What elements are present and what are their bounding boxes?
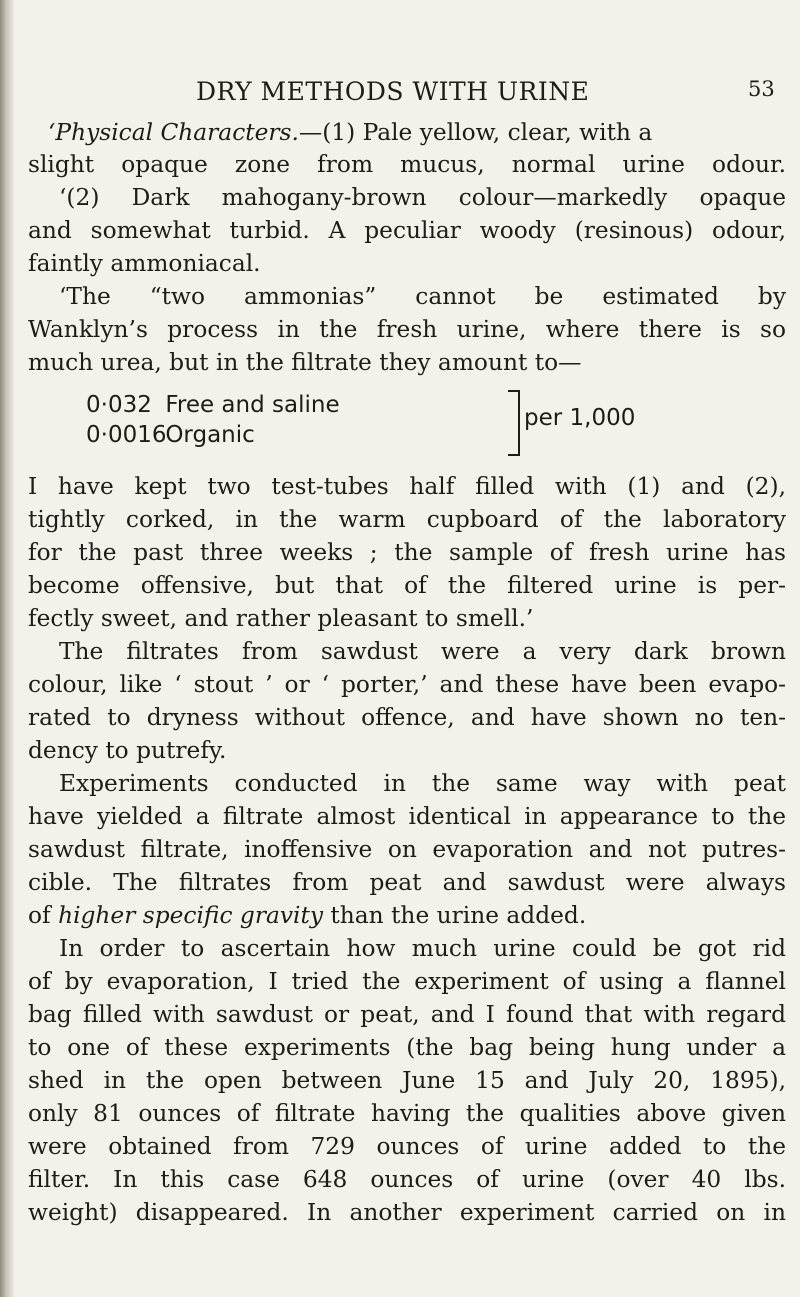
text-line: have yielded a filtrate almost identical in appearance to the [28, 803, 786, 830]
italic-heading: ‘Physical Characters. [48, 119, 299, 146]
text-line: for the past three weeks ; the sample of fresh urine has [28, 539, 786, 566]
text-line: faintly ammoniacal. [28, 250, 261, 277]
text-line: Experiments conducted in the same way with peat [59, 770, 786, 797]
text-span: than the urine added. [330, 902, 587, 929]
text-line: cible. The filtrates from peat and sawdust were always [28, 869, 786, 896]
text-line: dency to putrefy. [28, 737, 227, 764]
text-line: I have kept two test-tubes half filled with (1) and (2), [28, 473, 786, 500]
text-line: In order to ascertain how much urine could be got rid [59, 935, 786, 962]
text-line: tightly corked, in the warm cupboard of the laboratory [28, 506, 786, 533]
text-line: shed in the open between June 15 and July 20, 1895), [28, 1067, 786, 1094]
text-line: only 81 ounces of filtrate having the qualities above given [28, 1100, 786, 1127]
text-line: to one of these experiments (the bag being hung under a [28, 1034, 786, 1061]
text-line: weight) disappeared. In another experiment carried on in [28, 1199, 786, 1226]
text-span: —(1) Pale yellow, clear, with a [298, 119, 653, 146]
running-title: DRY METHODS WITH URINE [196, 77, 590, 106]
page-number: 53 [748, 77, 775, 101]
right-brace [508, 390, 520, 456]
text-line: become offensive, but that of the filtered urine is per- [28, 572, 786, 599]
ammonia-value: 0·032 [86, 392, 152, 418]
text-line [28, 899, 786, 933]
ammonia-label: Free and saline [165, 392, 340, 418]
ammonia-row-organic [86, 420, 255, 450]
text-line: The filtrates from sawdust were a very dark brown [59, 638, 786, 665]
text-line: ‘The “two ammonias” cannot be estimated by [59, 283, 786, 310]
text-line: Wanklyn’s process in the fresh urine, where there is so [28, 316, 786, 343]
ammonia-unit: per 1,000 [524, 405, 636, 431]
text-line: much urea, but in the filtrate they amount to— [28, 349, 582, 376]
text-line: bag filled with sawdust or peat, and I found that with regard [28, 1001, 786, 1028]
text-span: of [28, 902, 51, 929]
text-line: of by evaporation, I tried the experiment of using a flannel [28, 968, 786, 995]
italic-emphasis: higher specific gravity [58, 902, 323, 929]
text-line: ‘(2) Dark mahogany-brown colour—markedly opaque [59, 184, 786, 211]
ammonia-label: Organic [165, 422, 255, 448]
text-line: filter. In this case 648 ounces of urine (over 40 lbs. [28, 1166, 786, 1193]
text-line: rated to dryness without offence, and have shown no ten- [28, 704, 786, 731]
text-line: colour, like ‘ stout ’ or ‘ porter,’ and these have been evapo- [28, 671, 786, 698]
text-line: and somewhat turbid. A peculiar woody (resinous) odour, [28, 217, 786, 244]
text-line [48, 116, 786, 150]
ammonia-value: 0·0016 [86, 422, 167, 448]
text-line: were obtained from 729 ounces of urine added to the [28, 1133, 786, 1160]
text-line: sawdust filtrate, inoffensive on evaporation and not putres- [28, 836, 786, 863]
page-header [0, 77, 800, 111]
text-line: fectly sweet, and rather pleasant to smell.’ [28, 605, 534, 632]
ammonia-row-free-saline [86, 390, 340, 420]
text-line: slight opaque zone from mucus, normal urine odour. [28, 151, 786, 178]
